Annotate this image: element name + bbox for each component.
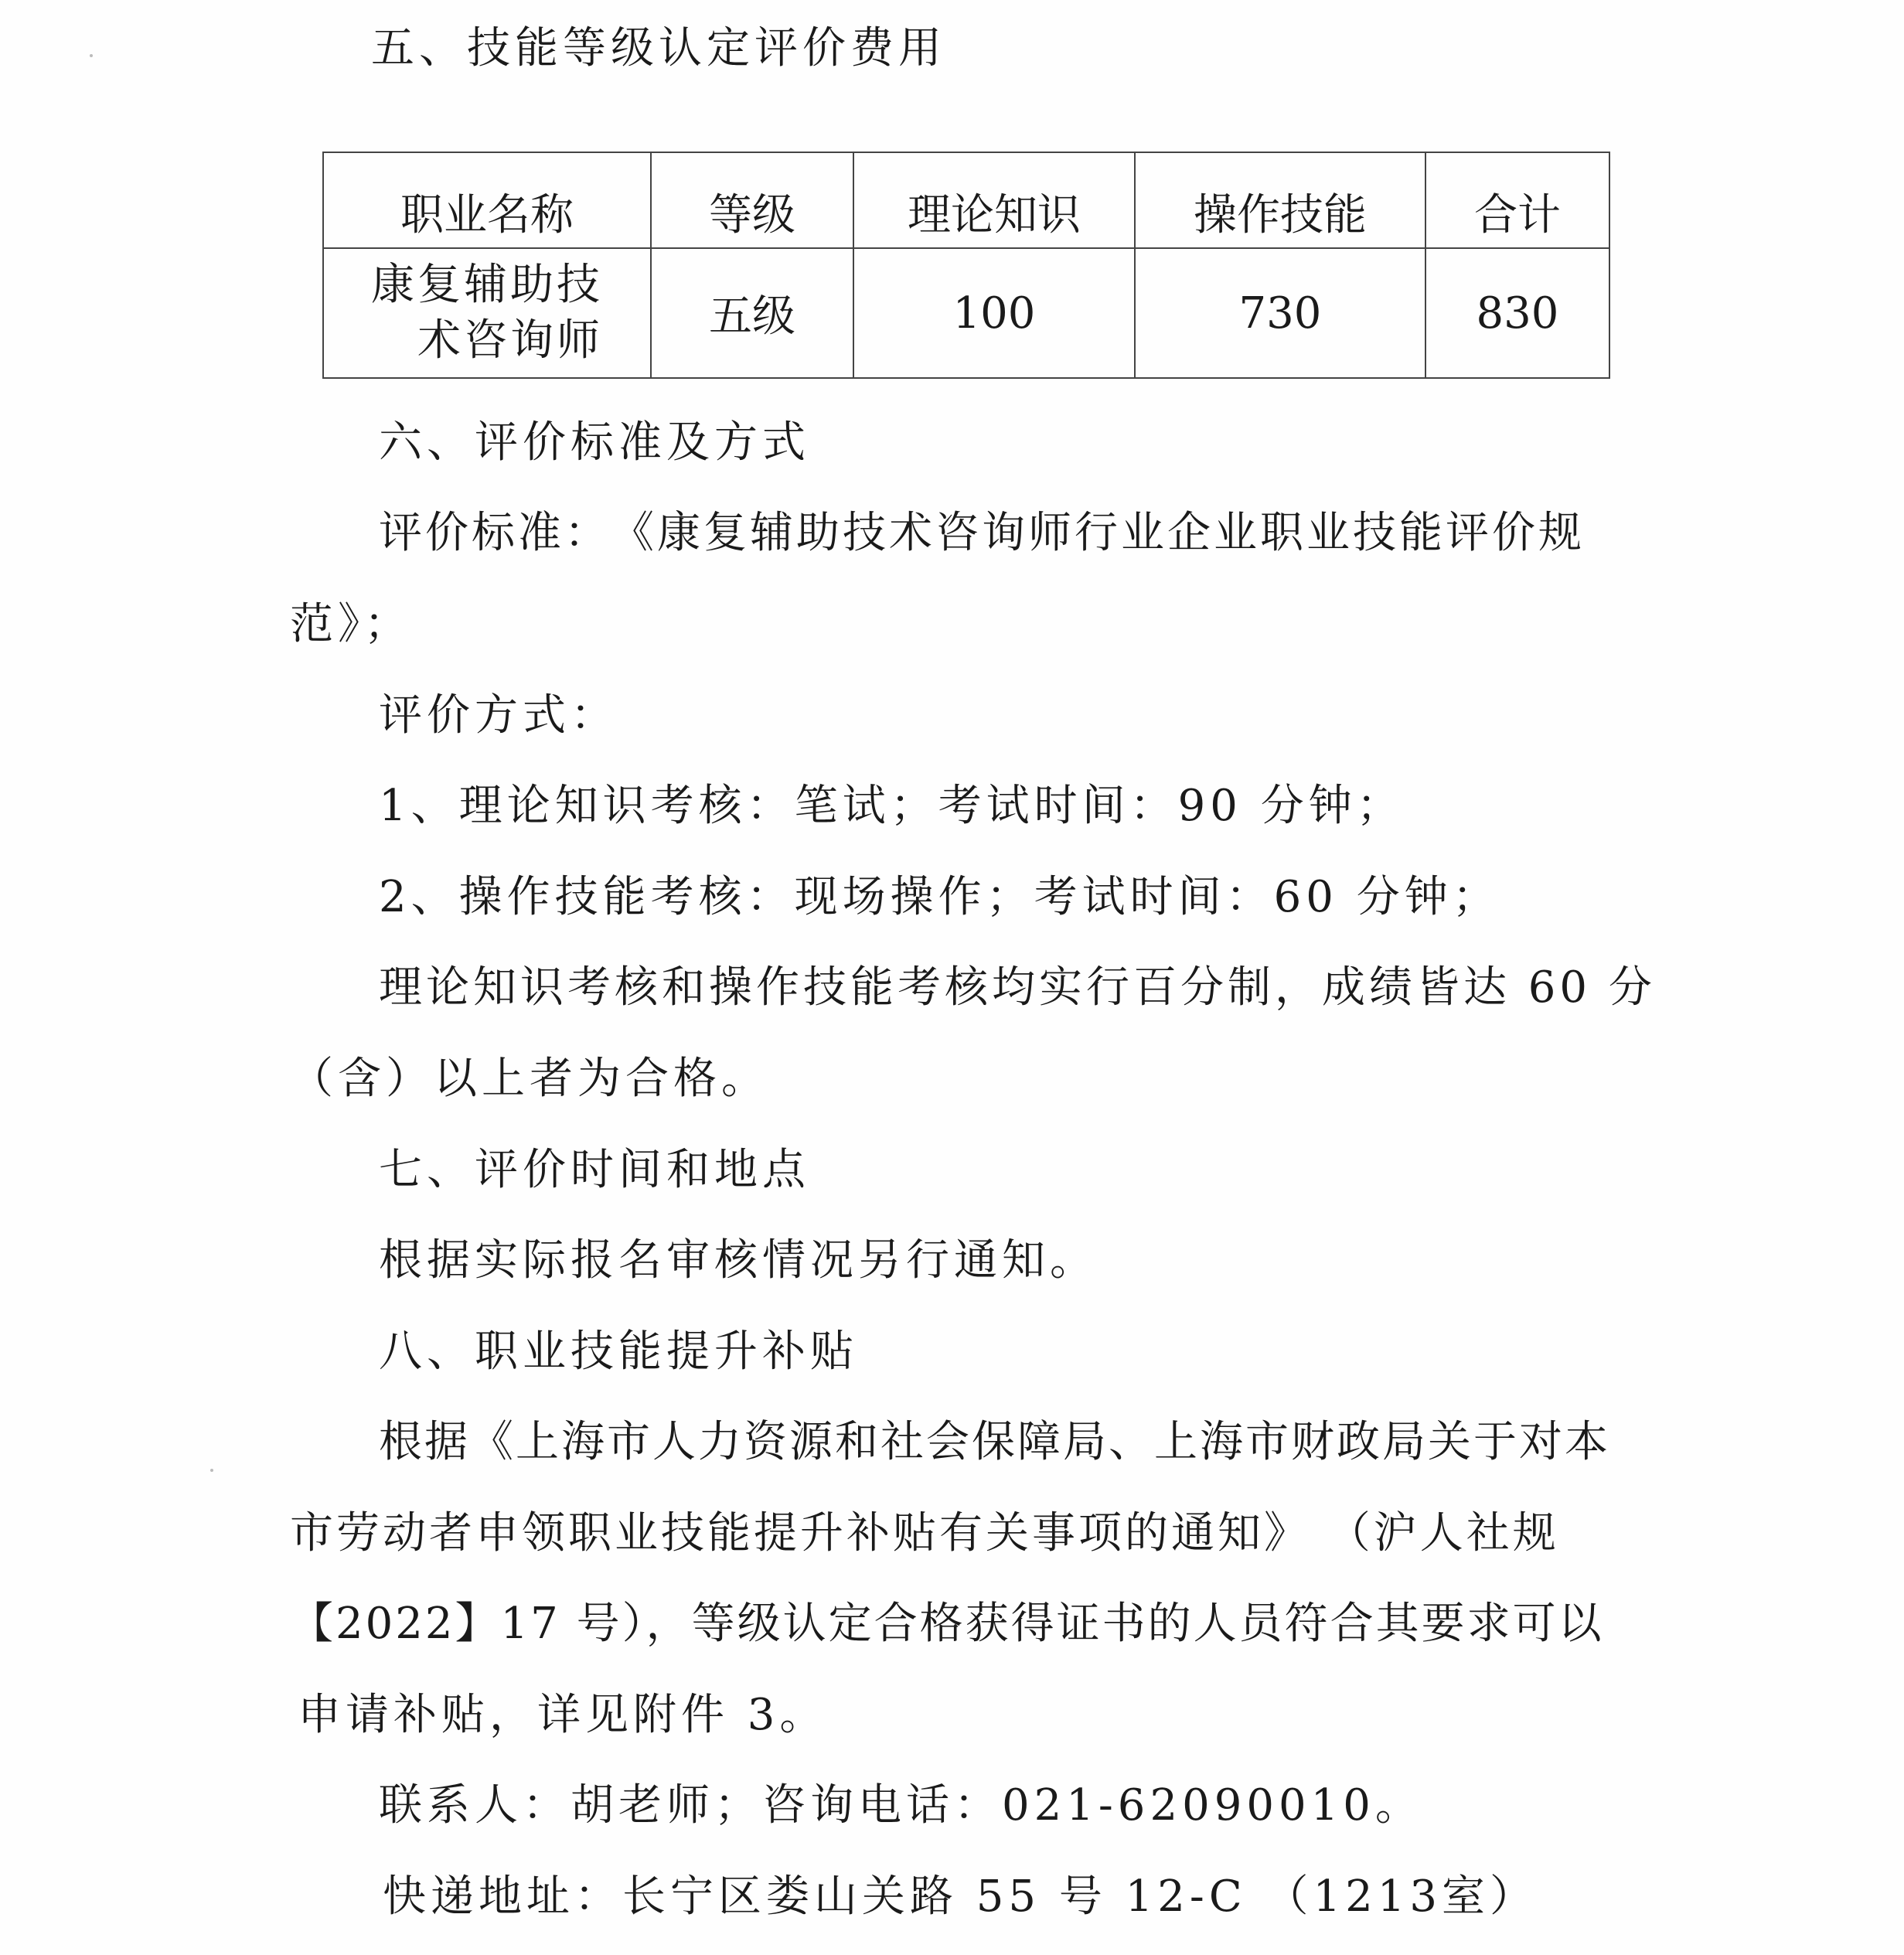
section-5-heading: 五、技能等级认定评价费用 [371,23,946,73]
pass-criteria-line-2: （含）以上者为合格。 [290,1054,769,1104]
header-level: 等级 [651,152,853,248]
contact-line: 联系人：胡老师；咨询电话：021-62090010。 [379,1780,1423,1831]
section-7-heading: 七、评价时间和地点 [379,1145,810,1195]
cell-level: 五级 [651,248,853,378]
fee-table [322,152,1610,379]
scan-speck [90,54,93,57]
pass-criteria-line-1: 理论知识考核和操作技能考核均实行百分制，成绩皆达 60 分 [379,962,1656,1013]
occupation-name-line-2: 术咨询师 [417,315,603,366]
section-8-heading: 八、职业技能提升补贴 [379,1327,858,1377]
evaluation-method-label: 评价方式： [379,690,618,741]
cell-theory-fee: 100 [853,248,1135,378]
table-header-row [323,152,1609,248]
mailing-address-line: 快递地址：长宁区娄山关路 55 号 12-C （1213室） [383,1872,1538,1922]
cell-total-fee: 830 [1425,248,1609,378]
header-practice: 操作技能 [1135,152,1425,248]
occupation-name-line-1: 康复辅助技 [371,260,603,310]
evaluation-standard-line-1: 评 价 标 准 ： 《 康 复 辅 助 技 术 咨 询 师 行 业 企 业 职 业 技 能 评 价 规 [379,508,1585,558]
scan-speck [210,1469,213,1472]
subsidy-para-line-1: 根据《上海市人力资源和社会保障局、上海市财政局关于对本 [379,1417,1610,1467]
practice-exam-item: 2、操作技能考核：现场操作；考试时间：60 分钟； [379,872,1500,922]
header-theory: 理论知识 [853,152,1135,248]
subsidy-para-line-4: 申请补贴，详见附件 3。 [298,1690,828,1740]
section-6-heading: 六、评价标准及方式 [379,417,810,468]
cell-practice-fee: 730 [1135,248,1425,378]
cell-occupation-name [323,248,651,378]
subsidy-para-line-3: 【2022】17 号），等级认定合格获得证书的人员符合其要求可以 [290,1599,1604,1649]
header-occupation-name: 职业名称 [323,152,651,248]
evaluation-standard-line-2: 范》； [290,599,412,649]
header-total: 合计 [1425,152,1609,248]
theory-exam-item: 1、理论知识考核：笔试；考试时间：90 分钟； [379,781,1405,831]
time-location-text: 根据实际报名审核情况另行通知。 [379,1235,1098,1286]
table-row [323,248,1609,378]
subsidy-para-line-2: 市劳动者申领职业技能提升补贴有关事项的通知》 （沪人社规 [290,1508,1559,1558]
